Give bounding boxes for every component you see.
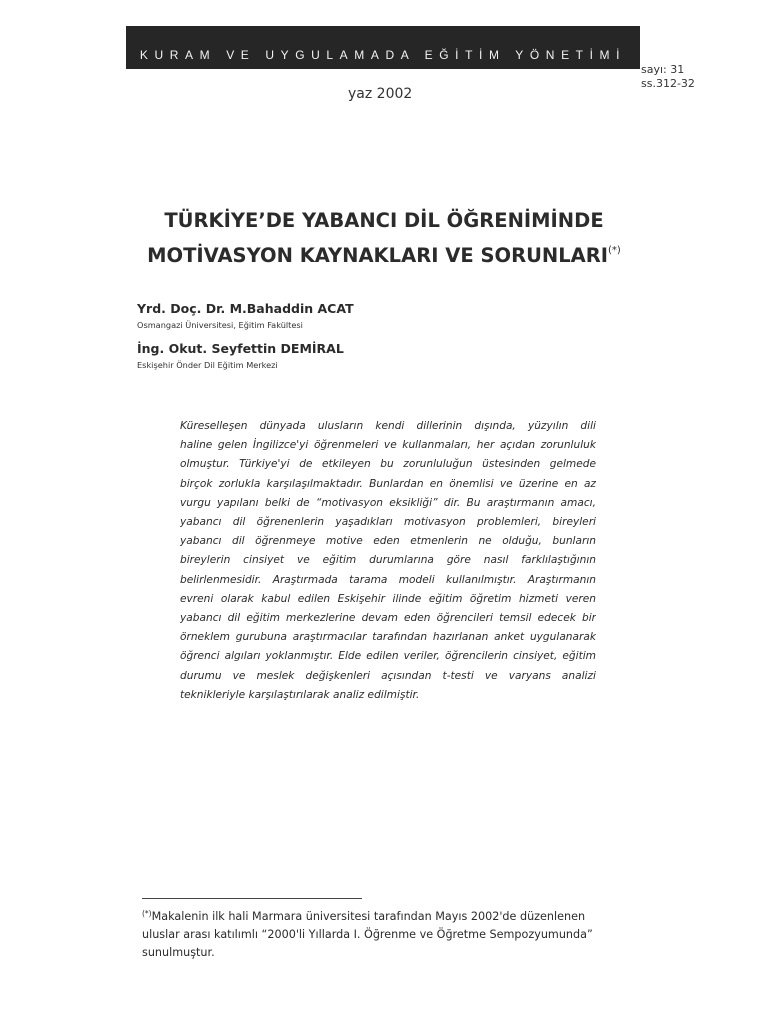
abstract-line: teknikleriyle karşılaştırılarak analiz edilmiştir. [180, 688, 420, 701]
title-line-2: MOTİVASYON KAYNAKLARI VE SORUNLARI(*) [147, 244, 621, 267]
issue-info [641, 63, 695, 91]
abstract-line: örneklem gurubuna araştırmacılar tarafından hazırlanan anket uygulanarak [180, 631, 596, 644]
footnote-rule [142, 898, 362, 899]
footnote-text: Makalenin ilk hali Marmara üniversitesi tarafından Mayıs 2002'de düzenlenen uluslar arası katılımlı “2000'li Yıllarda I. Öğrenme ve Öğretme Sempozyumunda” sunulmuştur. [142, 910, 593, 959]
journal-banner [126, 26, 640, 69]
author-1-affiliation: Osmangazi Üniversitesi, Eğitim Fakültesi [137, 320, 303, 330]
abstract-line: birçok zorlukla karşılaşılmaktadır. Bunlardan en önemlisi ve üzerine en az [180, 477, 596, 490]
abstract-line: öğrenci algıları yoklanmıştır. Elde edilen veriler, öğrencilerin cinsiyet, eğitim [180, 650, 596, 663]
abstract-line: yabancı dil öğrenmeye motive eden etmenlerin ne olduğu, bunların [180, 535, 596, 548]
abstract-line: durumu ve meslek değişkenleri açısından t-testi ve varyans analizi [180, 669, 596, 682]
issue-season: yaz 2002 [348, 86, 413, 102]
abstract-line: belirlenmesidir. Araştırmada tarama modeli kullanılmıştır. Araştırmanın [180, 573, 596, 586]
page-range: ss.312-32 [641, 77, 695, 90]
footnote [142, 905, 622, 962]
author-2-name: İng. Okut. Seyfettin DEMİRAL [137, 341, 344, 356]
abstract-line: bireylerin cinsiyet ve eğitim durumlarına göre nasıl farklılaştığının [180, 554, 596, 567]
title-line-1: TÜRKİYE’DE YABANCI DİL ÖĞRENİMİNDE [164, 209, 604, 232]
journal-title: KURAM VE UYGULAMADA EĞİTİM YÖNETİMİ [139, 47, 627, 62]
abstract-line: yabancı dil öğrenenlerin yaşadıkları motivasyon problemleri, bireyleri [180, 516, 596, 529]
title-footnote-mark: (*) [608, 245, 621, 256]
issue-number: sayı: 31 [641, 63, 685, 76]
cropped-header-text [180, 0, 580, 9]
abstract-line: vurgu yapılanı belki de “motivasyon eksikliği” dir. Bu araştırmanın amacı, [180, 496, 596, 509]
article-title [120, 206, 648, 271]
abstract-line: haline gelen İngilizce'yi öğrenmeleri ve kullanmaları, her açıdan zorunluluk [180, 439, 596, 452]
footnote-mark: (*) [142, 909, 152, 918]
author-2-affiliation: Eskişehir Önder Dil Eğitim Merkezi [137, 360, 278, 370]
abstract-line: evreni olarak kabul edilen Eskişehir ilinde eğitim öğretim hizmeti veren [180, 592, 596, 605]
author-1-name: Yrd. Doç. Dr. M.Bahaddin ACAT [137, 301, 354, 316]
abstract-line: yabancı dil eğitim merkezlerine devam eden öğrencileri temsil edecek bir [180, 612, 596, 625]
abstract-line: olmuştur. Türkiye'yi de etkileyen bu zorunluluğun üstesinden gelmede [180, 458, 596, 471]
abstract [180, 417, 596, 705]
abstract-line: Küreselleşen dünyada ulusların kendi dillerinin dışında, yüzyılın dili [180, 420, 596, 432]
